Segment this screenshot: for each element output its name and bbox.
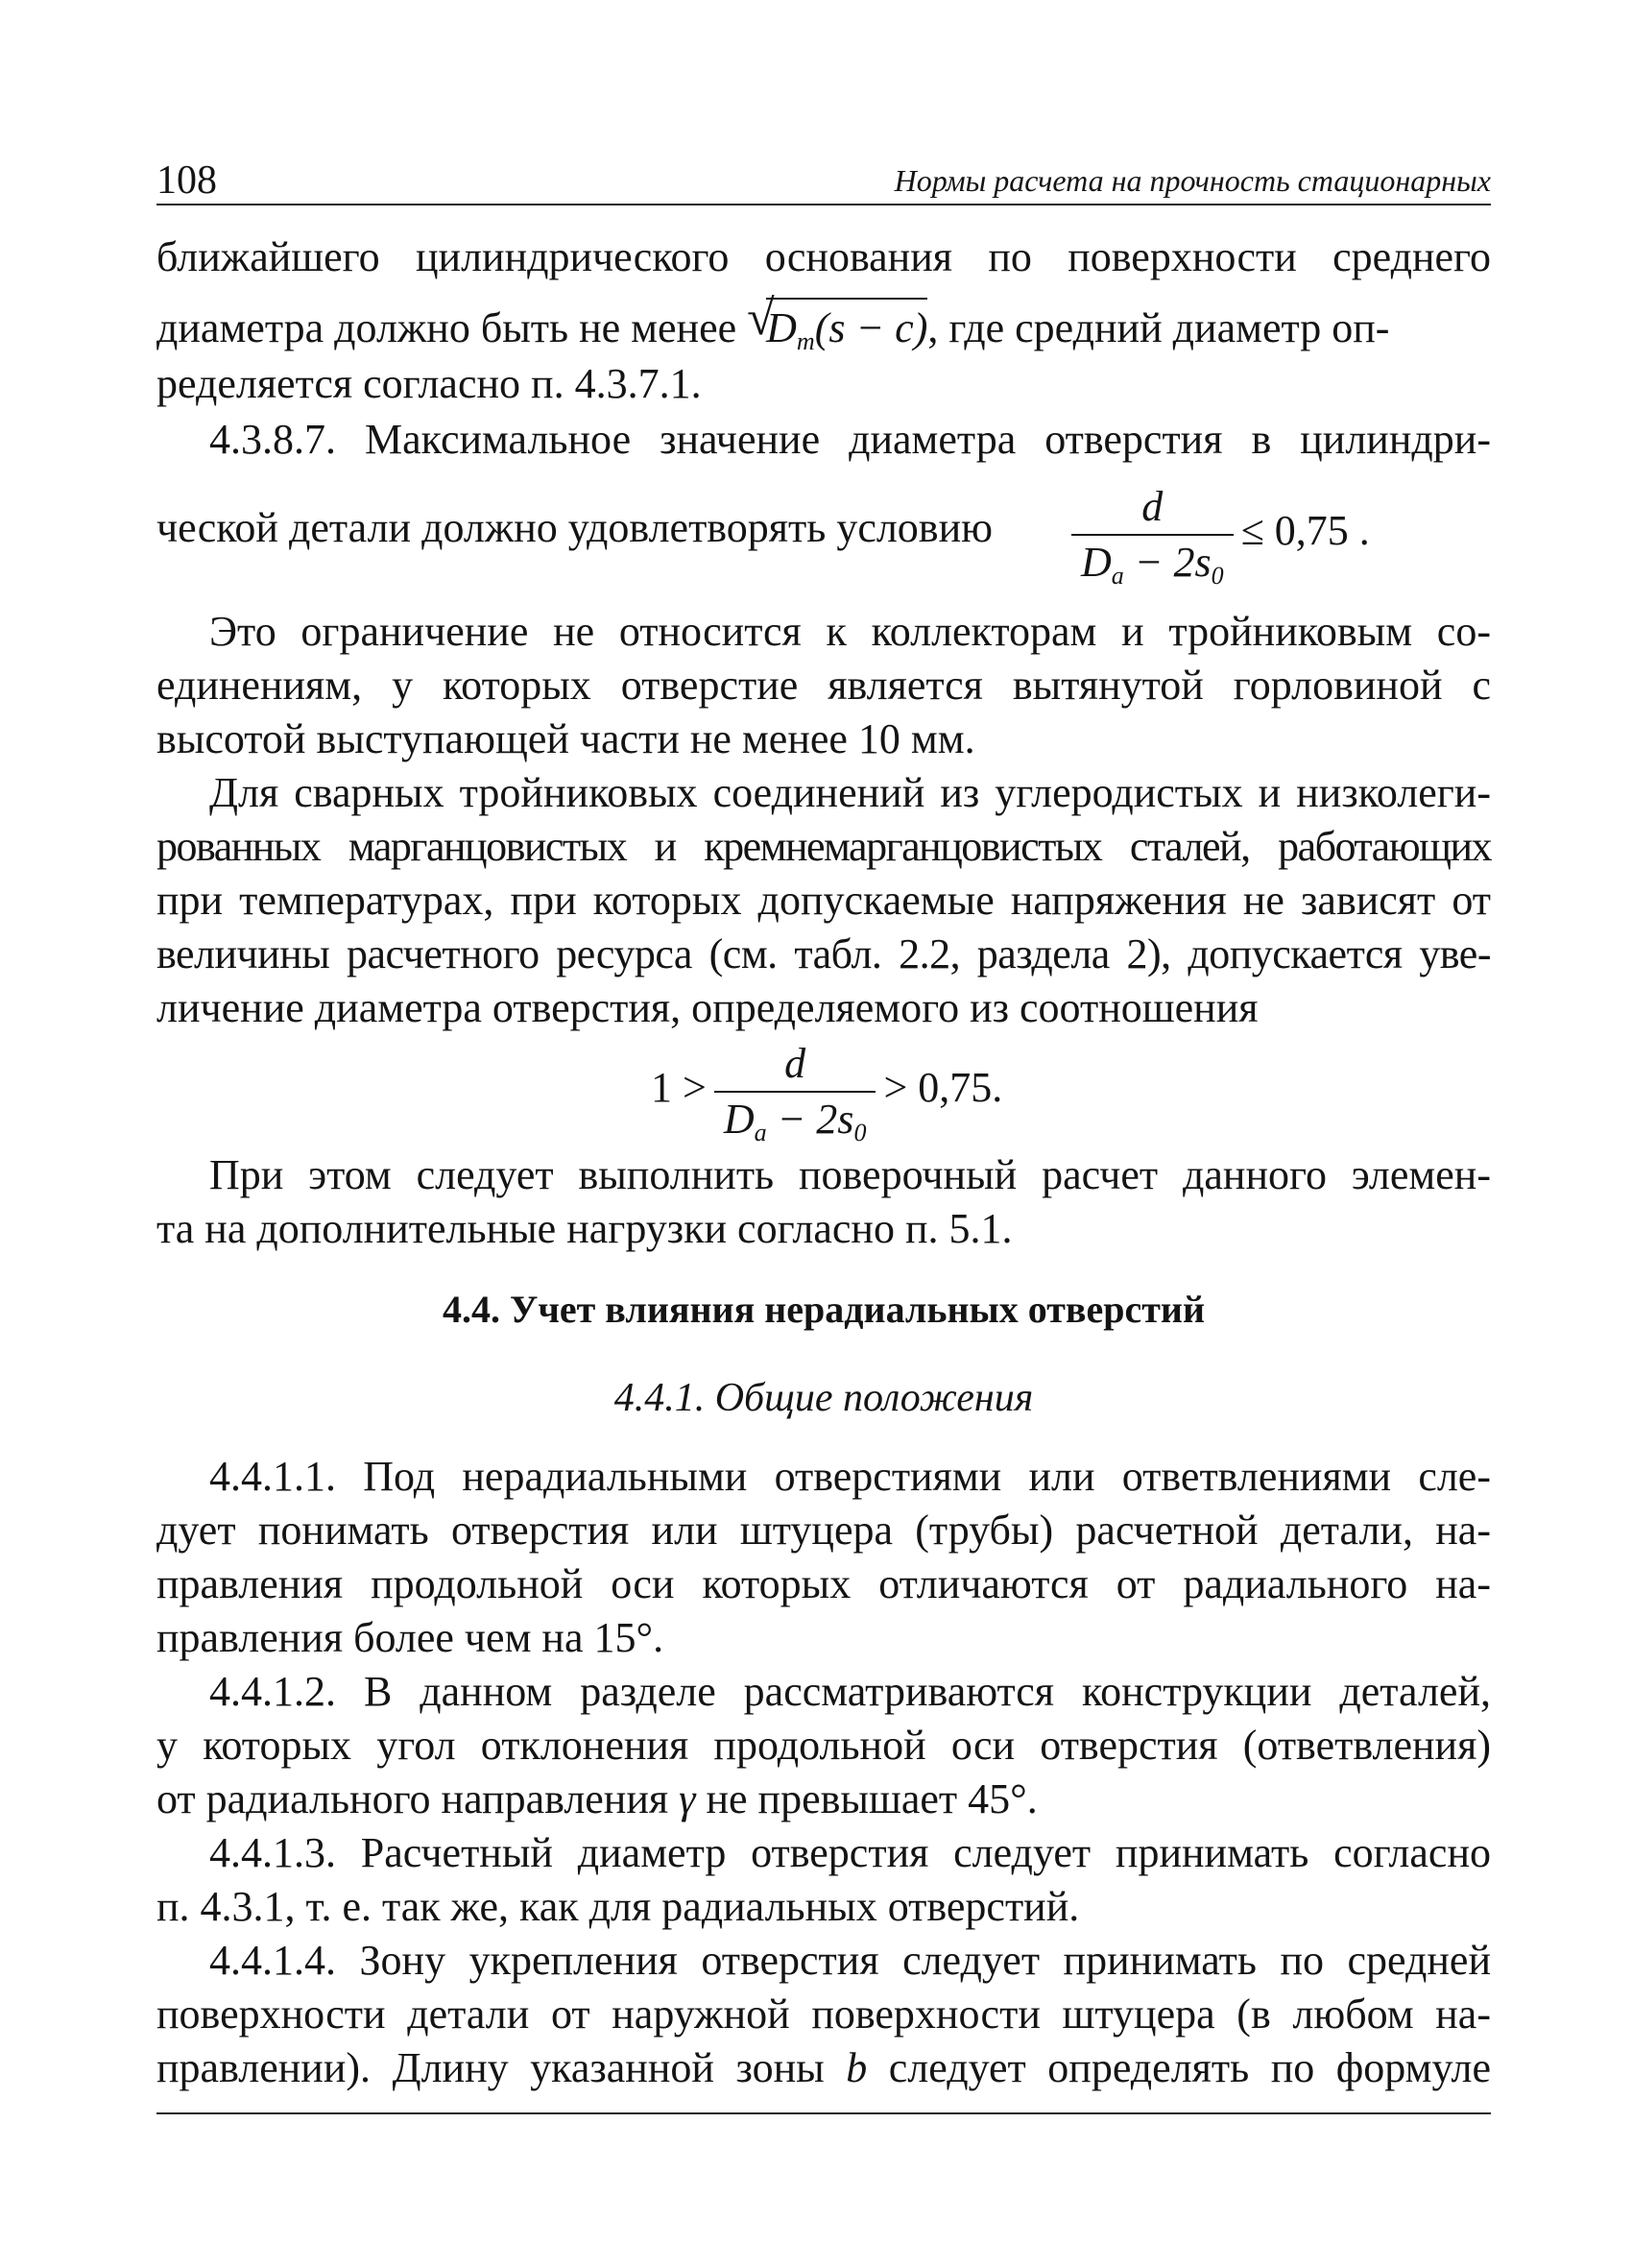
paragraph-line: рованных марганцовистых и кремнемарганцовистых сталей, работающих [156, 823, 1491, 870]
paragraph-line: у которых угол отклонения продольной оси отверстия (ответвления) [156, 1722, 1491, 1769]
paragraph-line: Для сварных тройниковых соединений из углеродистых и низколеги- [209, 769, 1491, 816]
paragraph-line: дует понимать отверстия или штуцера (трубы) расчетной детали, на- [156, 1507, 1491, 1554]
paragraph-line: правления продольной оси которых отличаются от радиального на- [156, 1560, 1491, 1607]
paragraph-line: 4.3.8.7. Максимальное значение диаметра отверстия в цилиндри- [209, 416, 1491, 463]
paragraph-text: следует определять по формуле [888, 2044, 1492, 2091]
paragraph-line: правления более чем на 15°. [156, 1614, 664, 1661]
paragraph-line: 4.4.1.2. В данном разделе рассматриваются конструкции деталей, [209, 1668, 1491, 1715]
paragraph-line: При этом следует выполнить поверочный расчет данного элемен- [209, 1151, 1491, 1198]
paragraph-line: 4.4.1.3. Расчетный диаметр отверстия следует принимать согласно [209, 1829, 1491, 1876]
radical-sign: √ [747, 291, 775, 346]
paragraph-line: п. 4.3.1, т. е. так же, как для радиальных отверстий. [156, 1883, 1080, 1930]
paragraph-line: ближайшего цилиндрического основания по поверхности среднего [156, 233, 1491, 280]
page-number: 108 [156, 158, 217, 203]
paragraph-line: Это ограничение не относится к коллекторам и тройниковым со- [209, 608, 1491, 655]
sqrt-formula: √ $D_m(s - c)$ [747, 291, 928, 355]
section-heading: 4.4. Учет влияния нерадиальных отверстий [442, 1288, 1206, 1331]
paragraph-line: 4.4.1.4. Зону укрепления отверстия следует принимать по средней [209, 1937, 1491, 1984]
paragraph-line-with-symbol: от радиального направления γ не превышает 45°. [156, 1775, 1038, 1822]
paragraph-line: высотой выступающей части не менее 10 мм. [156, 715, 975, 762]
paragraph-line: та на дополнительные нагрузки согласно п. 5.1. [156, 1205, 1013, 1252]
paragraph-line: величины расчетного ресурса (см. табл. 2.2, раздела 2), допускается уве- [156, 930, 1491, 977]
paragraph-line: единениям, у которых отверстие является вытянутой горловиной с [156, 662, 1491, 709]
subsection-heading: 4.4.1. Общие положения [613, 1376, 1034, 1420]
gamma-symbol: γ [679, 1775, 696, 1822]
paragraph-line-with-symbol: правлении). Длину указанной зоны b следует определять по формуле [156, 2044, 1492, 2091]
paragraph-line: при температурах, при которых допускаемые напряжения не зависят от [156, 877, 1491, 924]
paragraph-line: ределяется согласно п. 4.3.7.1. [156, 360, 702, 407]
b-symbol: b [846, 2044, 889, 2091]
paragraph-line: 4.4.1.1. Под нерадиальными отверстиями или ответвлениями сле- [209, 1453, 1491, 1500]
footer-rule [156, 2112, 1491, 2114]
paragraph-line-with-formula: диаметра должно быть не менее √ $D_m(s - c)$, где средний диаметр оп- [156, 291, 1390, 355]
fraction-formula: $\frac{d}{D_a - 2s_0}$ ≤ 0,75 . [1064, 480, 1370, 590]
running-title: Нормы расчета на прочность стационарных [894, 163, 1491, 198]
inequality-formula: 1 > $\frac{d}{D_a - 2s_0}$ > 0,75. [651, 1037, 1002, 1146]
paragraph-line: личение диаметра отверстия, определяемого из соотношения [156, 984, 1259, 1031]
page-header [156, 154, 1491, 205]
paragraph-line: поверхности детали от наружной поверхности штуцера (в любом на- [156, 1991, 1491, 2038]
paragraph-line-with-formula: ческой детали должно удовлетворять условию [156, 504, 993, 551]
